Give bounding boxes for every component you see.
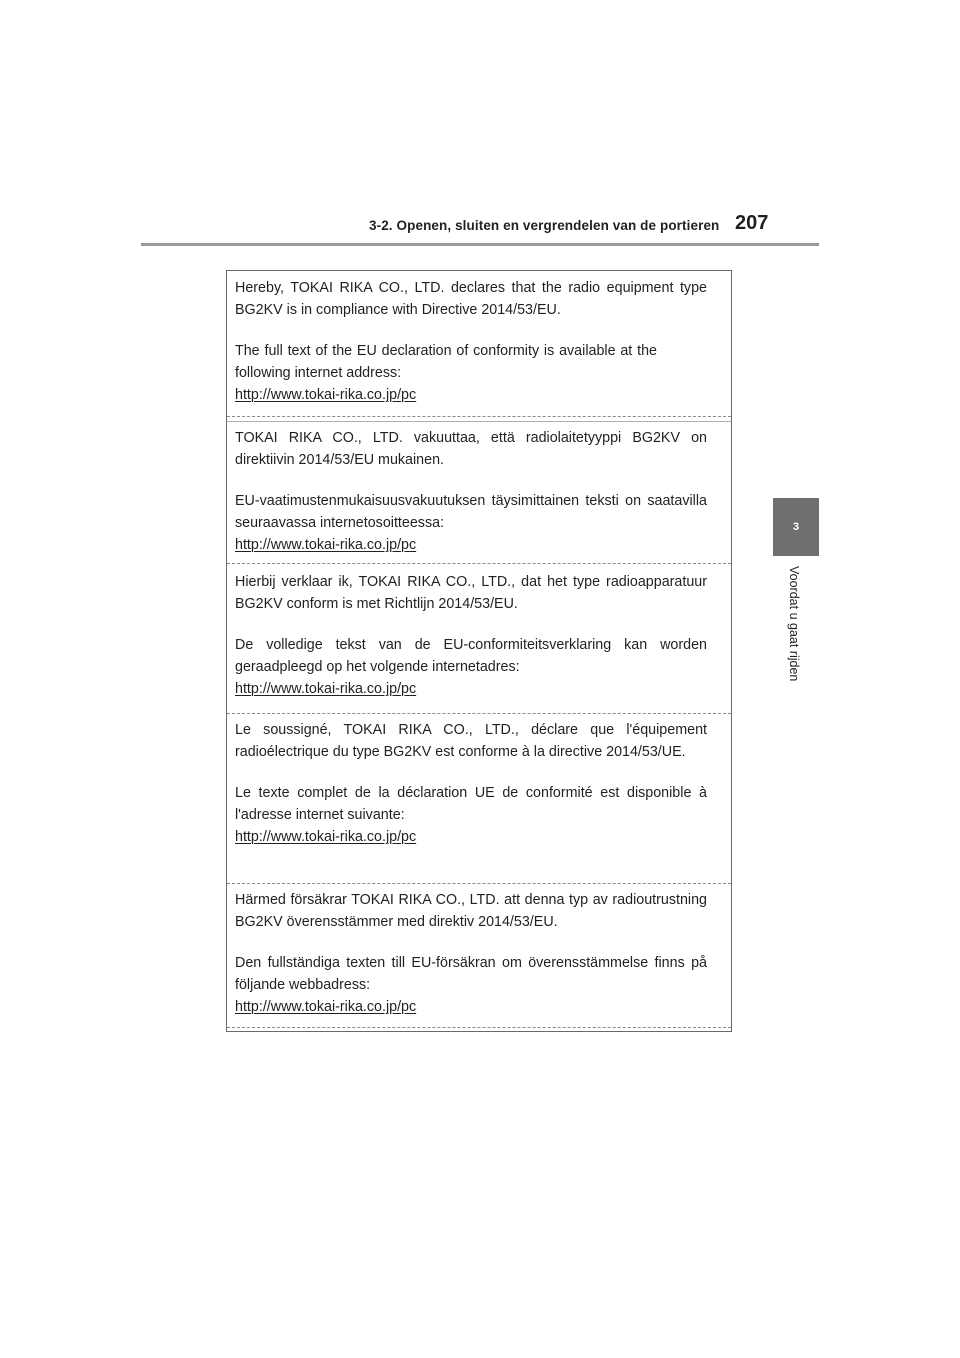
section-french	[227, 713, 731, 848]
section-divider	[227, 1027, 731, 1028]
section-finnish	[227, 421, 731, 556]
availability-text: Den fullständiga texten till EU-försäkran om överensstämmelse finns på följande webbadress:	[235, 955, 707, 993]
declaration-url[interactable]: http://www.tokai-rika.co.jp/pc	[235, 829, 417, 845]
page-number: 207	[735, 212, 769, 234]
declaration-box	[226, 270, 732, 1032]
chapter-label: Voordat u gaat rijden	[787, 566, 801, 682]
availability-text: Le texte complet de la déclaration UE de conformité est disponible à l'adresse internet suivante:	[235, 785, 707, 823]
declaration-text: TOKAI RIKA CO., LTD. vakuuttaa, että radiolaitetyyppi BG2KV on direktiivin 2014/53/EU mukainen.	[235, 430, 707, 468]
declaration-url[interactable]: http://www.tokai-rika.co.jp/pc	[235, 537, 417, 553]
availability-text: EU-vaatimustenmukaisuusvakuutuksen täysimittainen teksti on saatavilla seuraavassa internetosoitteessa:	[235, 493, 707, 531]
section-dutch	[227, 565, 731, 700]
declaration-text: Härmed försäkrar TOKAI RIKA CO., LTD. att denna typ av radioutrustning BG2KV överensstämmer med direktiv 2014/53/EU.	[235, 892, 707, 930]
declaration-url[interactable]: http://www.tokai-rika.co.jp/pc	[235, 387, 417, 403]
section-swedish	[227, 883, 731, 1018]
chapter-number: 3	[792, 521, 800, 533]
availability-text: The full text of the EU declaration of conformity is available at the following internet address:	[235, 343, 657, 381]
availability-text: De volledige tekst van de EU-conformiteitsverklaring kan worden geraadpleegd op het volgende internetadres:	[235, 637, 707, 675]
declaration-text: Hierbij verklaar ik, TOKAI RIKA CO., LTD., dat het type radioapparatuur BG2KV conform is met Richtlijn 2014/53/EU.	[235, 574, 707, 612]
declaration-text: Le soussigné, TOKAI RIKA CO., LTD., déclare que l'équipement radioélectrique du type BG2KV est conforme à la directive 2014/53/UE.	[235, 722, 707, 760]
chapter-side-label	[788, 566, 802, 706]
section-english	[227, 271, 731, 406]
chapter-tab	[773, 498, 819, 556]
declaration-url[interactable]: http://www.tokai-rika.co.jp/pc	[235, 681, 417, 697]
declaration-text: Hereby, TOKAI RIKA CO., LTD. declares that the radio equipment type BG2KV is in compliance with Directive 2014/53/EU.	[235, 280, 707, 318]
header-section-title: 3-2. Openen, sluiten en vergrendelen van de portieren	[369, 218, 720, 233]
declaration-url[interactable]: http://www.tokai-rika.co.jp/pc	[235, 999, 417, 1015]
section-divider	[227, 563, 731, 564]
section-divider	[227, 416, 731, 417]
header-rule	[141, 243, 819, 246]
